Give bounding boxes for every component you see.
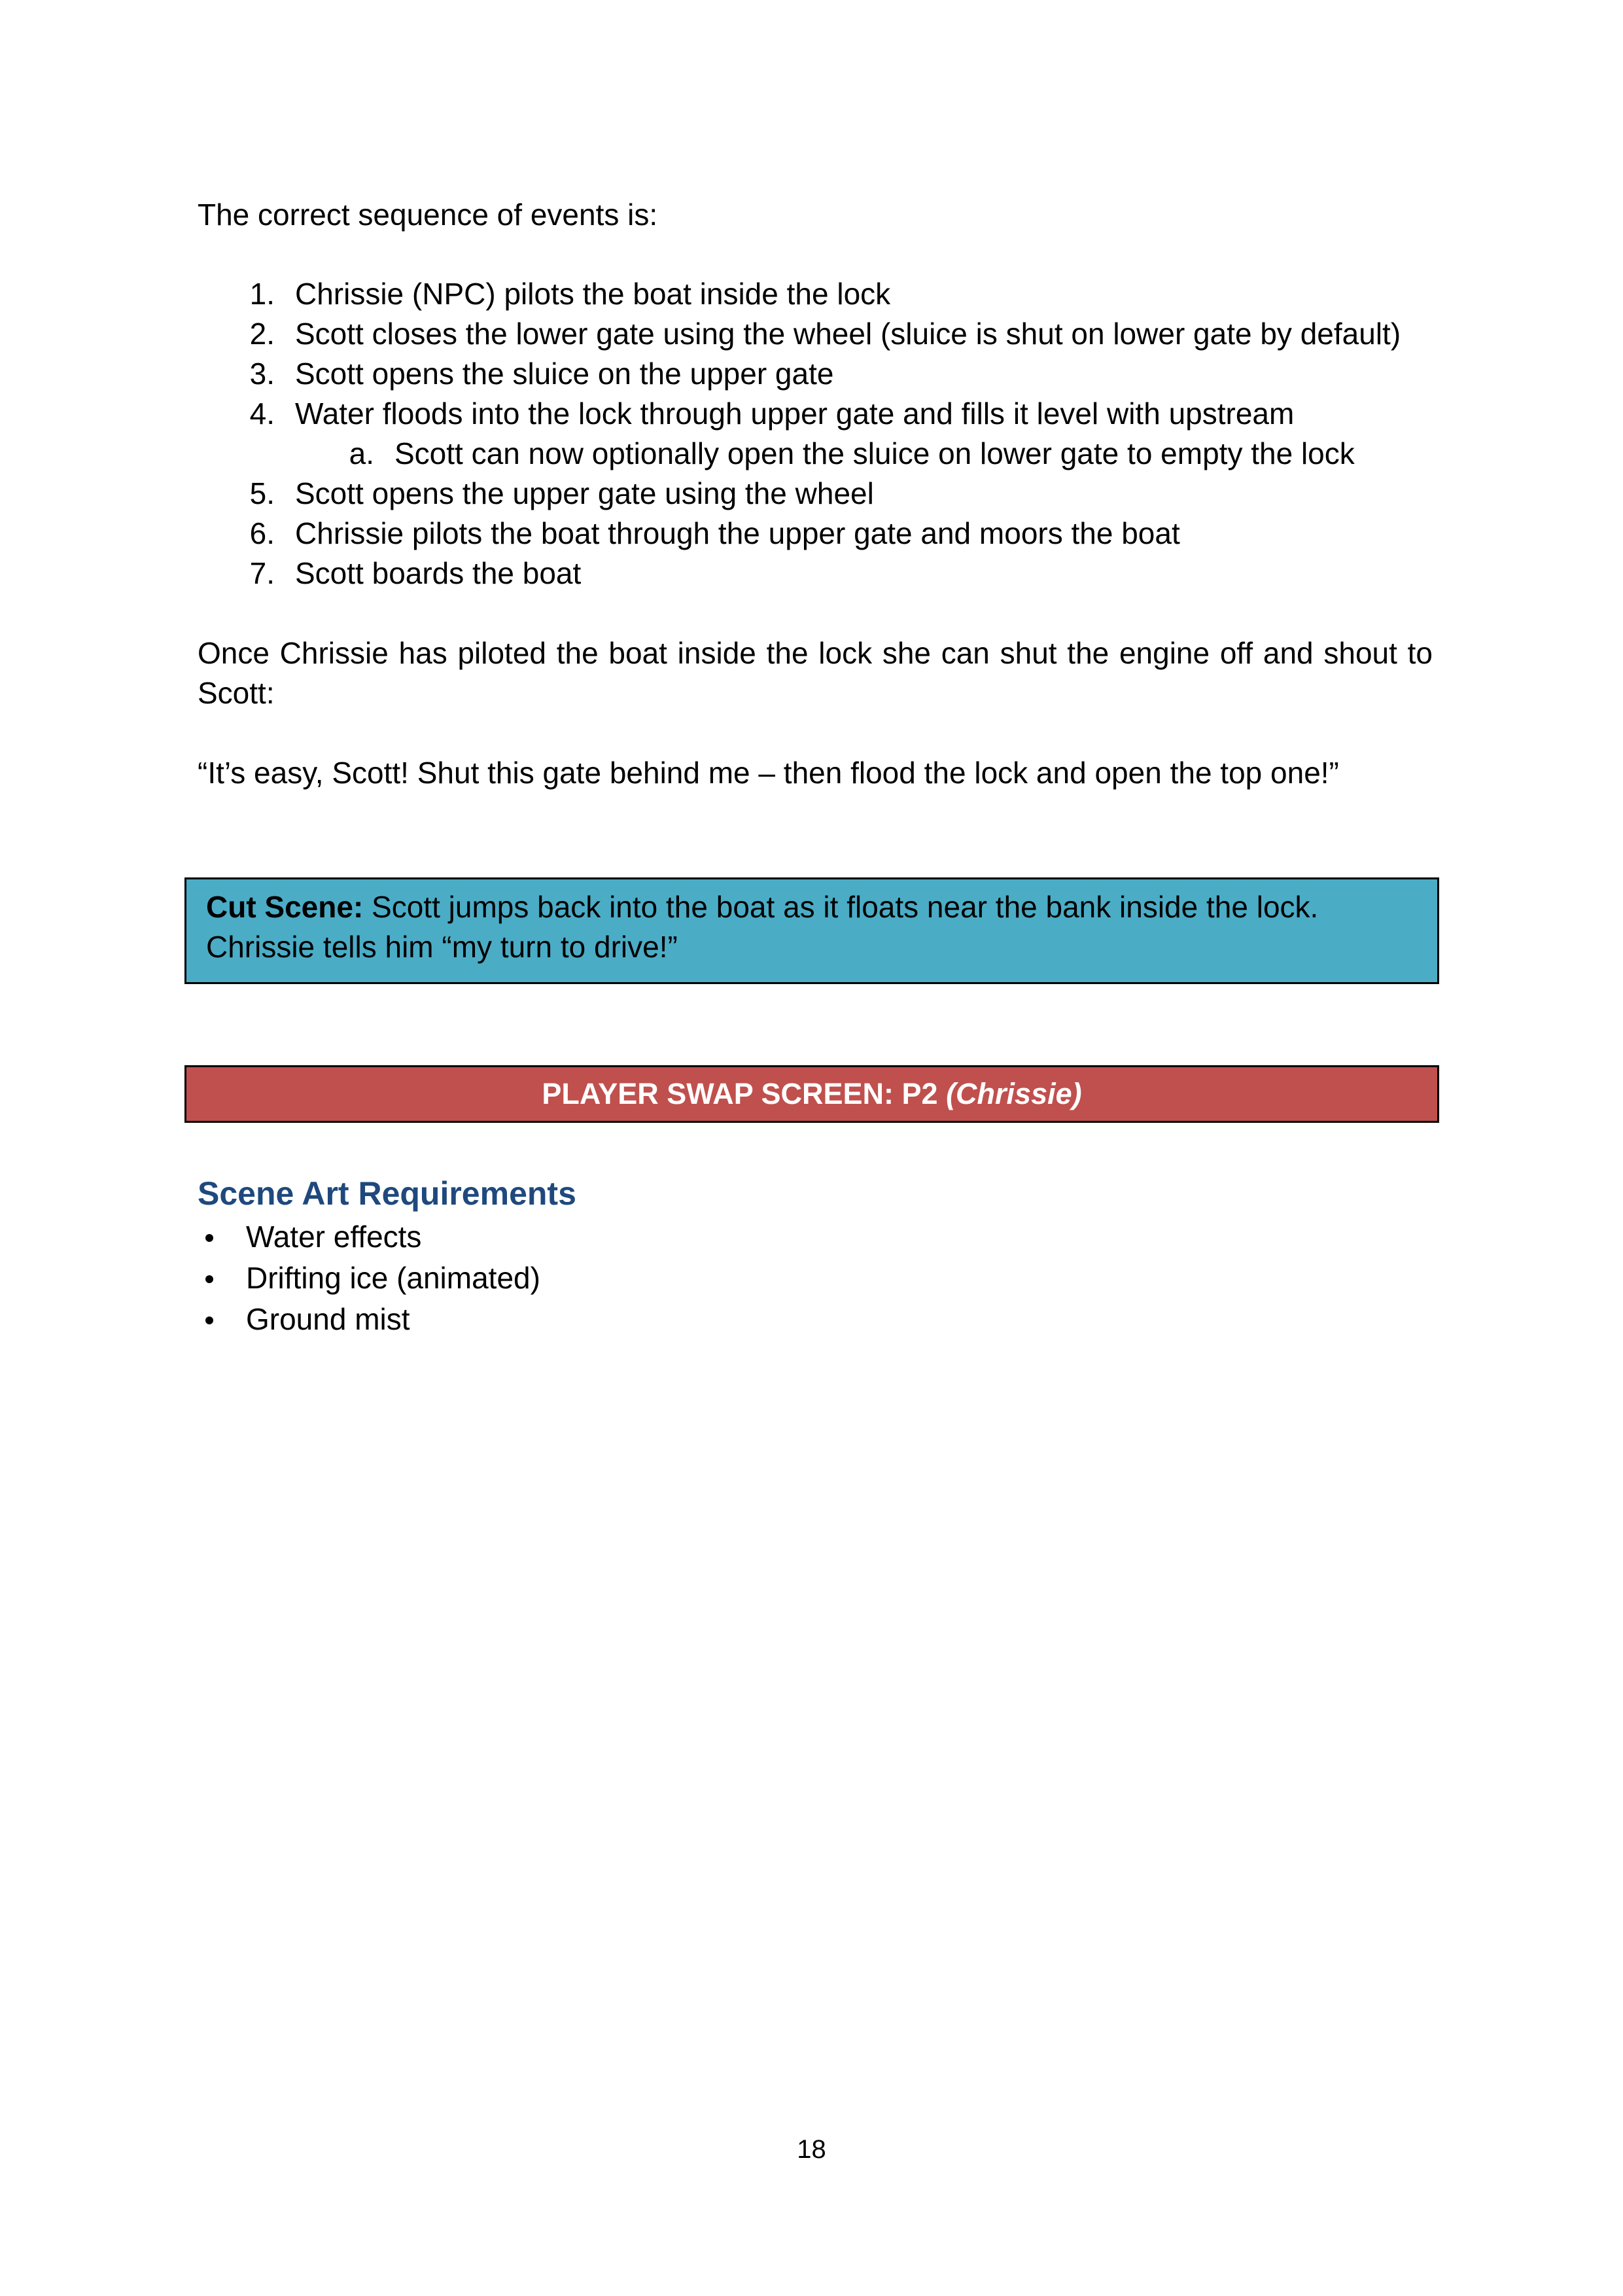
list-item-text: Water floods into the lock through upper gate and fills it level with upstream	[295, 397, 1295, 431]
list-item-text: Scott opens the upper gate using the wheel	[295, 476, 874, 510]
player-swap-label: PLAYER SWAP SCREEN: P2	[542, 1077, 947, 1110]
bullet-icon	[205, 1275, 213, 1283]
list-item-number: 2.	[249, 317, 275, 351]
cut-scene-label: Cut Scene:	[206, 890, 364, 924]
list-item-text: Water effects	[246, 1220, 422, 1254]
bullet-icon	[205, 1316, 213, 1324]
intro-text: The correct sequence of events is:	[198, 198, 658, 232]
list-item-number: 4.	[249, 397, 275, 431]
list-item-number: 5.	[249, 476, 275, 510]
list-item-text: Scott boards the boat	[295, 556, 582, 590]
list-item-text: Chrissie (NPC) pilots the boat inside the lock	[295, 277, 891, 311]
scene-art-heading: Scene Art Requirements	[198, 1175, 576, 1212]
cut-scene-text: Scott jumps back into the boat as it floats near the bank inside the lock. Chrissie tells him “my turn to drive!”	[206, 890, 1319, 964]
list-item-text: Scott opens the sluice on the upper gate	[295, 357, 834, 391]
list-item-text: Ground mist	[246, 1302, 410, 1336]
dialogue-quote: “It’s easy, Scott! Shut this gate behind me – then flood the lock and open the top one!”	[198, 756, 1339, 790]
bullet-icon	[205, 1234, 213, 1242]
list-item-number: 6.	[249, 516, 275, 550]
list-item-text: Scott closes the lower gate using the wheel (sluice is shut on lower gate by default)	[295, 317, 1401, 351]
sub-list-item-letter: a.	[349, 436, 374, 470]
list-item-number: 3.	[249, 357, 275, 391]
list-item-number: 7.	[249, 556, 275, 590]
sub-list-item-text: Scott can now optionally open the sluice on lower gate to empty the lock	[394, 436, 1355, 470]
player-swap-banner	[184, 1065, 1439, 1123]
list-item-text: Chrissie pilots the boat through the upper gate and moors the boat	[295, 516, 1180, 550]
body-paragraph: Once Chrissie has piloted the boat inside the lock she can shut the engine off and shout to Scott:	[198, 636, 1433, 710]
cut-scene-box	[184, 877, 1439, 984]
list-item-text: Drifting ice (animated)	[246, 1261, 540, 1295]
list-item-number: 1.	[249, 277, 275, 311]
player-swap-name: (Chrissie)	[946, 1077, 1082, 1110]
page-number: 18	[797, 2135, 826, 2164]
